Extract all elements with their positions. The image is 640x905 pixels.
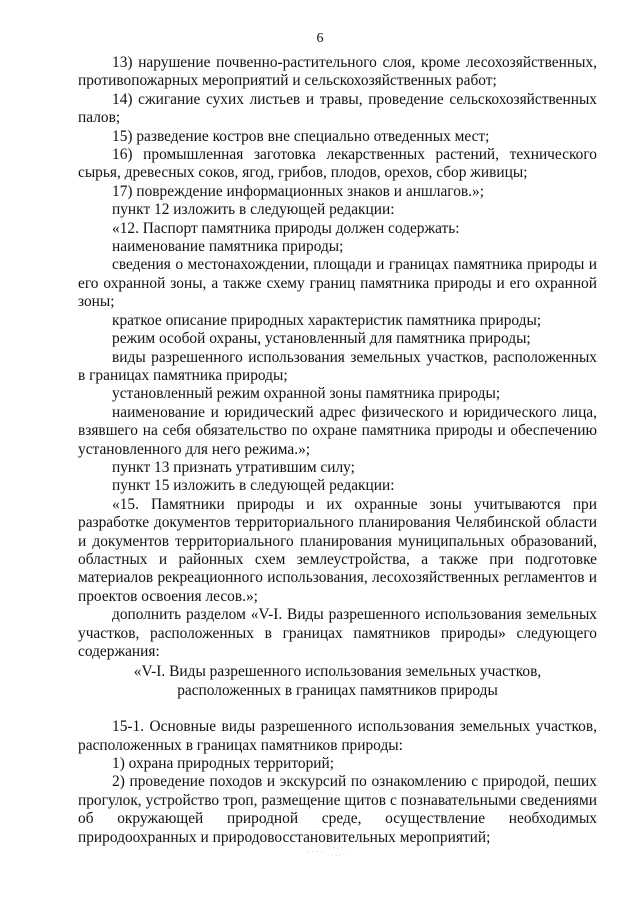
paragraph-passport-buffer-zone: установленный режим охранной зоны памятника природы;	[112, 385, 501, 403]
paragraph-item-15: 15) разведение костров вне специально отведенных мест;	[112, 127, 490, 145]
paragraph-section-addition: дополнить разделом «V-I. Виды разрешенного использования земельных участков, расположенных в границах памятников природы» следующего содержания:	[78, 606, 597, 660]
paragraph-point-13: пункт 13 признать утратившим силу;	[112, 458, 355, 476]
paragraph-passport-location: сведения о местонахождении, площади и границах памятника природы и его охранной зоны, а также схему границ памятника природы и его охранной зоны;	[78, 256, 597, 311]
section-heading	[78, 663, 597, 700]
paragraph-15-1-item-2: 2) проведение походов и экскурсий по ознакомлению с природой, пеших прогулок, устройство троп, размещение щитов с познавательными сведениями об окружающей природной среде, осуществление необходимых природоохранных и природовосстановительных мероприятий;	[78, 773, 597, 846]
paragraph-point-12-intro: пункт 12 изложить в следующей редакции:	[112, 201, 395, 219]
paragraph-passport-land-use: виды разрешенного использования земельных участков, расположенных в границах памятника природы;	[78, 348, 597, 384]
section-heading-line2: расположенных в границах памятников природы	[177, 681, 498, 699]
paragraph-point-15-intro: пункт 15 изложить в следующей редакции:	[112, 477, 395, 495]
paragraph-passport-description: краткое описание природных характеристик памятника природы;	[112, 311, 542, 329]
paragraph-passport-protection: режим особой охраны, установленный для памятника природы;	[112, 330, 531, 348]
paragraph-item-14: 14) сжигание сухих листьев и травы, проведение сельскохозяйственных палов;	[78, 90, 597, 127]
paragraph-15-1: 15-1. Основные виды разрешенного использования земельных участков, расположенных в границах памятников природы:	[78, 718, 597, 754]
paragraph-15-1-item-1: 1) охрана природных территорий;	[112, 755, 335, 773]
spacer	[78, 700, 597, 718]
paragraph-passport-title: «12. Паспорт памятника природы должен содержать:	[112, 219, 460, 237]
paragraph-passport-name: наименование памятника природы;	[112, 238, 344, 256]
page-number: 6	[316, 31, 324, 46]
faint-stamp-mark	[300, 822, 356, 862]
section-heading-line1: «V-I. Виды разрешенного использования земельных участков,	[133, 663, 542, 681]
paragraph-passport-owner: наименование и юридический адрес физического и юридического лица, взявшего на себя обязательство по охране памятника природы и обеспечению установленного для него режима.»;	[78, 403, 597, 458]
paragraph-item-13: 13) нарушение почвенно-растительного слоя, кроме лесохозяйственных, противопожарных мероприятий и сельскохозяйственных работ;	[78, 54, 597, 90]
document-body	[78, 54, 597, 847]
paragraph-point-15-text: «15. Памятники природы и их охранные зоны учитываются при разработке документов территориального планирования Челябинской области и документов территориального планирования муниципальных образований, областных и районных схем землеустройства, а также при подготовке материалов рекреационного использования, лесохозяйственных регламентов и проектов освоения лесов.»;	[78, 495, 597, 605]
paragraph-item-16: 16) промышленная заготовка лекарственных растений, технического сырья, древесных соков, ягод, грибов, плодов, орехов, сбор живицы;	[78, 146, 597, 182]
paragraph-item-17: 17) повреждение информационных знаков и аншлагов.»;	[112, 182, 485, 200]
